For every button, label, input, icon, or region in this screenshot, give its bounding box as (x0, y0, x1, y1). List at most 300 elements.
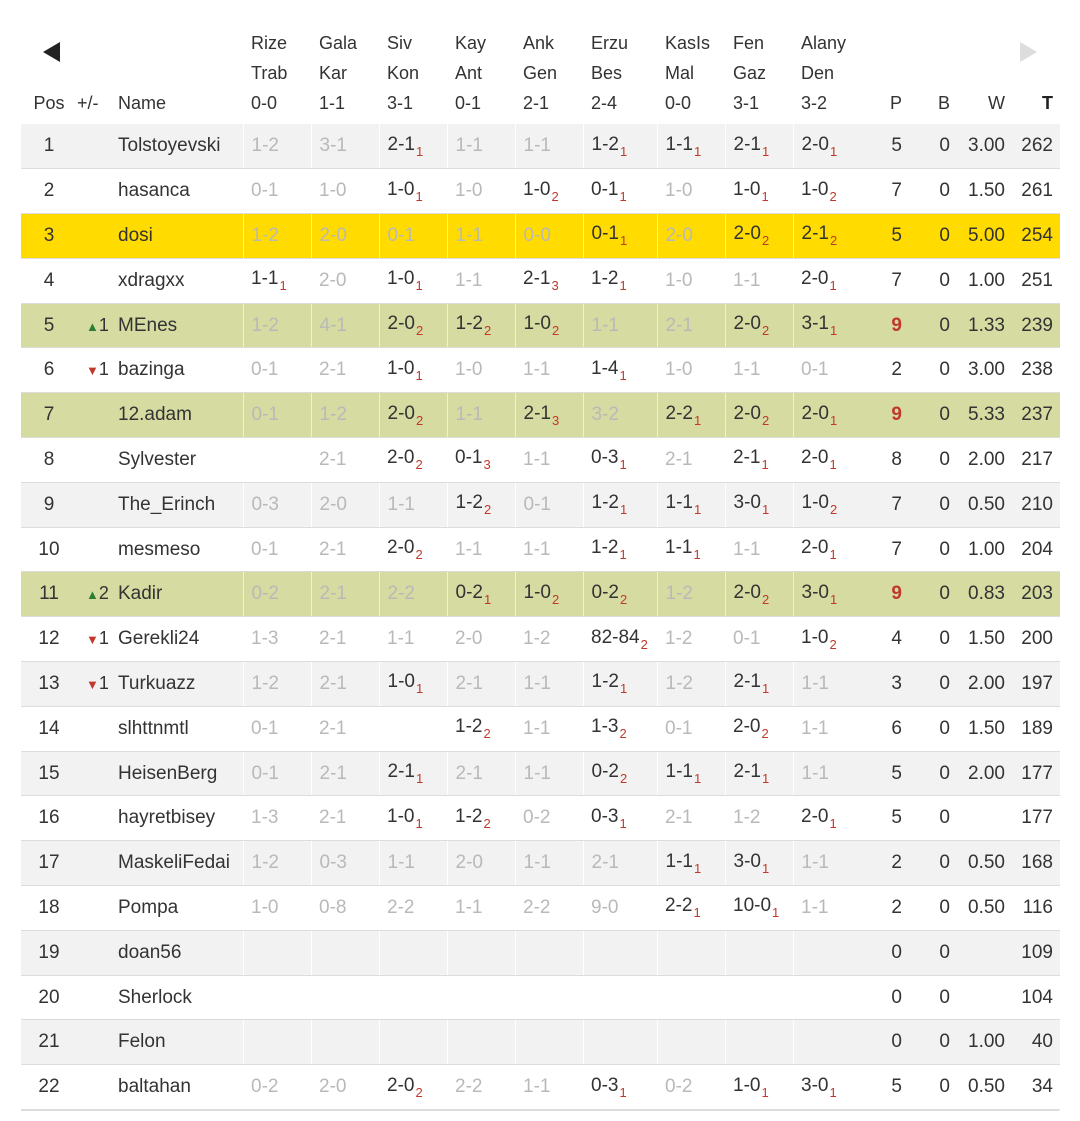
prediction-cell[interactable] (725, 527, 793, 572)
prediction-cell[interactable] (379, 572, 447, 617)
header-match-6[interactable]: Erzu Bes 2-4 (591, 33, 629, 113)
prediction-cell[interactable] (447, 1065, 515, 1110)
prediction-cell[interactable] (583, 124, 657, 169)
table-row[interactable] (21, 527, 1060, 572)
prediction-cell[interactable] (379, 975, 447, 1020)
header-match-1[interactable]: Rize Trab 0-0 (251, 33, 288, 113)
prediction-cell[interactable] (379, 169, 447, 214)
prediction-score: 1-2 (591, 671, 619, 693)
prediction-score: 1-0 (801, 492, 829, 514)
prediction-cell[interactable] (725, 124, 793, 169)
row-player-name[interactable]: xdragxx (118, 258, 243, 303)
prediction-cell[interactable] (583, 975, 657, 1020)
prediction-cell[interactable] (379, 930, 447, 975)
prediction-cell[interactable] (243, 751, 311, 796)
prediction-cell[interactable] (583, 930, 657, 975)
row-player-name[interactable]: MaskeliFedai (118, 841, 243, 886)
header-match-4[interactable]: Kay Ant 0-1 (455, 33, 487, 113)
prediction-cell[interactable] (447, 572, 515, 617)
prediction-cell[interactable] (311, 482, 379, 527)
prediction-cell[interactable] (447, 841, 515, 886)
row-t: 40 (1012, 1020, 1060, 1065)
prediction-cell[interactable] (447, 527, 515, 572)
prediction-cell[interactable] (515, 124, 583, 169)
row-player-name[interactable]: mesmeso (118, 527, 243, 572)
prediction-cell[interactable] (793, 438, 869, 483)
prediction-cell[interactable] (657, 482, 725, 527)
prediction-cell[interactable] (725, 214, 793, 259)
prediction-cell[interactable] (515, 1020, 583, 1065)
rank-change-value: 1 (98, 314, 109, 335)
prediction-score: 2-1 (319, 628, 347, 650)
table-row[interactable] (21, 303, 1060, 348)
prediction-score: 2-0 (801, 133, 829, 155)
prediction-cell[interactable] (793, 617, 869, 662)
row-player-name[interactable]: Sylvester (118, 438, 243, 483)
table-row[interactable] (21, 169, 1060, 214)
prediction-score: 1-2 (591, 537, 619, 559)
prediction-cell[interactable] (657, 1020, 725, 1065)
prediction-cell[interactable] (583, 886, 657, 931)
prediction-cell[interactable] (793, 751, 869, 796)
prediction-cell[interactable] (583, 393, 657, 438)
row-player-name[interactable]: MEnes (118, 303, 243, 348)
prediction-cell[interactable] (447, 303, 515, 348)
row-change (77, 1065, 118, 1110)
prediction-cell[interactable] (657, 258, 725, 303)
row-w (957, 975, 1012, 1020)
prediction-cell[interactable] (583, 841, 657, 886)
prediction-cell[interactable] (583, 706, 657, 751)
prediction-cell[interactable] (243, 214, 311, 259)
row-change (77, 886, 118, 931)
prediction-cell[interactable] (793, 886, 869, 931)
header-match-3[interactable]: Siv Kon 3-1 (387, 33, 420, 113)
prediction-cell[interactable] (311, 886, 379, 931)
prediction-cell[interactable] (447, 706, 515, 751)
prediction-cell[interactable] (515, 1065, 583, 1110)
prediction-cell[interactable] (243, 169, 311, 214)
prediction-cell[interactable] (725, 662, 793, 707)
prediction-cell[interactable] (583, 527, 657, 572)
prediction-cell[interactable] (311, 662, 379, 707)
prediction-cell[interactable] (447, 617, 515, 662)
prediction-points: 2 (829, 233, 838, 249)
row-b: 0 (909, 1065, 957, 1110)
table-row[interactable] (21, 214, 1060, 259)
header-w[interactable]: W (988, 93, 1005, 113)
prediction-cell[interactable] (311, 1020, 379, 1065)
table-row[interactable] (21, 1020, 1060, 1065)
table-row[interactable] (21, 482, 1060, 527)
row-player-name[interactable]: HeisenBerg (118, 751, 243, 796)
prediction-cell[interactable] (515, 572, 583, 617)
header-match-2[interactable]: Gala Kar 1-1 (319, 33, 358, 113)
prediction-cell[interactable] (793, 841, 869, 886)
prediction-cell[interactable] (515, 886, 583, 931)
prediction-points: 1 (415, 681, 424, 697)
row-change (77, 393, 118, 438)
prediction-cell[interactable] (243, 706, 311, 751)
prediction-cell[interactable] (657, 751, 725, 796)
prediction-cell[interactable] (583, 1020, 657, 1065)
prediction-cell[interactable] (793, 258, 869, 303)
prediction-cell[interactable] (447, 886, 515, 931)
prediction-cell[interactable] (793, 482, 869, 527)
prediction-cell[interactable] (583, 258, 657, 303)
prediction-cell[interactable] (583, 303, 657, 348)
table-row[interactable] (21, 1065, 1060, 1110)
prediction-cell[interactable] (583, 214, 657, 259)
prediction-cell[interactable] (379, 1020, 447, 1065)
prediction-cell[interactable] (657, 214, 725, 259)
prediction-cell[interactable] (657, 796, 725, 841)
prediction-cell[interactable] (447, 796, 515, 841)
prediction-cell[interactable] (447, 169, 515, 214)
prediction-cell[interactable] (311, 124, 379, 169)
row-player-name[interactable]: Sherlock (118, 975, 243, 1020)
prediction-cell[interactable] (657, 438, 725, 483)
prediction-cell[interactable] (311, 751, 379, 796)
prediction-cell[interactable] (311, 706, 379, 751)
prediction-cell[interactable] (725, 886, 793, 931)
prediction-cell[interactable] (311, 214, 379, 259)
prediction-points: 1 (693, 502, 702, 518)
prediction-cell[interactable] (793, 1065, 869, 1110)
prediction-score: 1-0 (523, 313, 551, 335)
prediction-cell[interactable] (725, 796, 793, 841)
prediction-cell[interactable] (725, 706, 793, 751)
prediction-cell[interactable] (243, 348, 311, 393)
table-row[interactable] (21, 975, 1060, 1020)
prediction-cell[interactable] (725, 572, 793, 617)
prediction-score: 0-2 (591, 581, 619, 603)
prediction-cell[interactable] (793, 706, 869, 751)
table-row[interactable] (21, 438, 1060, 483)
prediction-cell[interactable] (657, 393, 725, 438)
prediction-cell[interactable] (311, 617, 379, 662)
header-b[interactable]: B (937, 93, 950, 113)
prediction-cell[interactable] (243, 662, 311, 707)
prediction-cell[interactable] (657, 348, 725, 393)
header-p[interactable]: P (889, 93, 902, 113)
prediction-cell[interactable] (515, 662, 583, 707)
prediction-cell[interactable] (243, 930, 311, 975)
prediction-cell[interactable] (447, 975, 515, 1020)
prediction-cell[interactable] (725, 169, 793, 214)
row-player-name[interactable]: Gerekli24 (118, 617, 243, 662)
prediction-cell[interactable] (243, 1065, 311, 1110)
prediction-cell[interactable] (657, 886, 725, 931)
prediction-cell[interactable] (447, 1020, 515, 1065)
prediction-cell[interactable] (243, 124, 311, 169)
prediction-cell[interactable] (311, 438, 379, 483)
header-name[interactable]: Name (118, 93, 167, 113)
prediction-cell[interactable] (725, 482, 793, 527)
row-player-name[interactable]: dosi (118, 214, 243, 259)
prediction-cell[interactable] (725, 930, 793, 975)
prediction-cell[interactable] (447, 438, 515, 483)
prediction-score: 0-1 (665, 717, 693, 739)
prediction-cell[interactable] (657, 930, 725, 975)
prediction-cell[interactable] (515, 841, 583, 886)
table-row[interactable] (21, 572, 1060, 617)
prediction-score: 9-0 (591, 896, 619, 918)
prediction-cell[interactable] (583, 617, 657, 662)
prediction-score: 1-0 (801, 178, 829, 200)
prediction-cell[interactable] (725, 1065, 793, 1110)
prediction-cell[interactable] (515, 617, 583, 662)
prediction-cell[interactable] (657, 303, 725, 348)
row-player-name[interactable]: Pompa (118, 886, 243, 931)
row-player-name[interactable]: hayretbisey (118, 796, 243, 841)
prediction-score: 1-3 (251, 807, 279, 829)
prediction-cell[interactable] (243, 841, 311, 886)
prediction-cell[interactable] (311, 1065, 379, 1110)
prediction-cell[interactable] (243, 527, 311, 572)
prediction-cell[interactable] (379, 706, 447, 751)
prediction-cell[interactable] (515, 169, 583, 214)
prediction-cell[interactable] (657, 706, 725, 751)
prediction-cell[interactable] (583, 438, 657, 483)
prediction-score: 1-0 (387, 671, 415, 693)
row-player-name[interactable]: Tolstoyevski (118, 124, 243, 169)
row-player-name[interactable]: The_Erinch (118, 482, 243, 527)
prediction-cell[interactable] (725, 751, 793, 796)
prediction-cell[interactable] (793, 796, 869, 841)
row-change (77, 975, 118, 1020)
row-player-name[interactable]: 12.adam (118, 393, 243, 438)
prediction-cell[interactable] (515, 975, 583, 1020)
prediction-cell[interactable] (243, 886, 311, 931)
prediction-cell[interactable] (243, 258, 311, 303)
prediction-cell[interactable] (447, 124, 515, 169)
prediction-cell[interactable] (515, 706, 583, 751)
prediction-cell[interactable] (447, 930, 515, 975)
prediction-cell[interactable] (379, 393, 447, 438)
prediction-cell[interactable] (311, 572, 379, 617)
prediction-score: 2-0 (387, 537, 415, 559)
row-change (77, 124, 118, 169)
row-player-name[interactable]: Turkuazz (118, 662, 243, 707)
prediction-score: 1-1 (387, 852, 415, 874)
prediction-cell[interactable] (447, 662, 515, 707)
table-row[interactable] (21, 258, 1060, 303)
prediction-cell[interactable] (515, 214, 583, 259)
header-change[interactable]: +/- (77, 93, 99, 113)
prediction-cell[interactable] (311, 796, 379, 841)
row-change (77, 527, 118, 572)
prediction-cell[interactable] (311, 348, 379, 393)
row-player-name[interactable]: Kadir (118, 572, 243, 617)
prediction-score: 2-1 (665, 807, 693, 829)
table-row[interactable] (21, 930, 1060, 975)
prediction-cell[interactable] (447, 751, 515, 796)
prediction-cell[interactable] (515, 258, 583, 303)
prediction-cell[interactable] (515, 348, 583, 393)
table-row[interactable] (21, 706, 1060, 751)
prediction-cell[interactable] (657, 1065, 725, 1110)
table-row[interactable] (21, 617, 1060, 662)
prediction-cell[interactable] (515, 438, 583, 483)
prediction-cell[interactable] (379, 303, 447, 348)
prediction-cell[interactable] (447, 393, 515, 438)
prediction-cell[interactable] (657, 662, 725, 707)
prediction-score: 1-1 (387, 493, 415, 515)
prediction-cell[interactable] (447, 258, 515, 303)
table-row[interactable] (21, 124, 1060, 169)
prediction-cell[interactable] (311, 841, 379, 886)
prediction-cell[interactable] (379, 124, 447, 169)
prediction-cell[interactable] (515, 303, 583, 348)
prediction-cell[interactable] (725, 393, 793, 438)
prediction-cell[interactable] (657, 617, 725, 662)
prediction-cell[interactable] (657, 124, 725, 169)
prediction-cell[interactable] (379, 1065, 447, 1110)
row-player-name[interactable]: slhttnmtl (118, 706, 243, 751)
prediction-score: 1-2 (523, 628, 551, 650)
prediction-cell[interactable] (725, 1020, 793, 1065)
prediction-cell[interactable] (243, 393, 311, 438)
header-match-9[interactable]: Alany Den 3-2 (801, 33, 847, 113)
prediction-cell[interactable] (311, 975, 379, 1020)
prediction-cell[interactable] (379, 617, 447, 662)
prediction-cell[interactable] (311, 169, 379, 214)
header-match-7[interactable]: KasIs Mal 0-0 (665, 33, 711, 113)
prediction-cell[interactable] (725, 258, 793, 303)
row-player-name[interactable]: Felon (118, 1020, 243, 1065)
prediction-cell[interactable] (311, 393, 379, 438)
prediction-cell[interactable] (243, 796, 311, 841)
header-match-8[interactable]: Fen Gaz 3-1 (733, 33, 767, 113)
prediction-points: 1 (829, 143, 838, 159)
prediction-cell[interactable] (311, 527, 379, 572)
header-t[interactable]: T (1042, 93, 1053, 113)
prediction-cell[interactable] (657, 841, 725, 886)
prediction-cell[interactable] (583, 572, 657, 617)
prediction-cell[interactable] (583, 796, 657, 841)
prediction-cell[interactable] (243, 303, 311, 348)
table-row[interactable] (21, 348, 1060, 393)
table-row[interactable] (21, 841, 1060, 886)
table-row[interactable] (21, 393, 1060, 438)
prediction-cell[interactable] (311, 930, 379, 975)
prediction-cell[interactable] (311, 258, 379, 303)
prediction-cell[interactable] (793, 1020, 869, 1065)
prediction-cell[interactable] (793, 393, 869, 438)
prediction-cell[interactable] (243, 482, 311, 527)
prediction-cell[interactable] (515, 482, 583, 527)
prediction-cell[interactable] (725, 438, 793, 483)
prediction-cell[interactable] (725, 303, 793, 348)
prediction-cell[interactable] (793, 975, 869, 1020)
prediction-cell[interactable] (243, 572, 311, 617)
prediction-cell[interactable] (583, 662, 657, 707)
prediction-score: 3-2 (591, 404, 619, 426)
prediction-cell[interactable] (793, 348, 869, 393)
prediction-cell[interactable] (583, 169, 657, 214)
prediction-cell[interactable] (725, 348, 793, 393)
table-row[interactable] (21, 662, 1060, 707)
prediction-cell[interactable] (379, 438, 447, 483)
prediction-score: 2-1 (319, 762, 347, 784)
row-b: 0 (909, 438, 957, 483)
prediction-cell[interactable] (515, 751, 583, 796)
prediction-cell[interactable] (793, 930, 869, 975)
prediction-cell[interactable] (725, 617, 793, 662)
row-player-name[interactable]: doan56 (118, 930, 243, 975)
prediction-cell[interactable] (379, 214, 447, 259)
prediction-score: 3-0 (801, 1074, 829, 1096)
prediction-cell[interactable] (583, 482, 657, 527)
table-row[interactable] (21, 751, 1060, 796)
prediction-cell[interactable] (379, 751, 447, 796)
prediction-cell[interactable] (657, 527, 725, 572)
prediction-cell[interactable] (243, 1020, 311, 1065)
prediction-cell[interactable] (793, 662, 869, 707)
prediction-cell[interactable] (793, 303, 869, 348)
prediction-cell[interactable] (793, 527, 869, 572)
prediction-cell[interactable] (379, 348, 447, 393)
prediction-cell[interactable] (583, 751, 657, 796)
prediction-cell[interactable] (379, 258, 447, 303)
row-player-name[interactable]: bazinga (118, 348, 243, 393)
prediction-cell[interactable] (725, 975, 793, 1020)
prediction-cell[interactable] (311, 303, 379, 348)
prediction-cell[interactable] (793, 169, 869, 214)
prediction-cell[interactable] (447, 348, 515, 393)
prediction-cell[interactable] (793, 124, 869, 169)
row-position: 18 (21, 886, 77, 931)
prediction-cell[interactable] (379, 527, 447, 572)
prediction-cell[interactable] (379, 662, 447, 707)
header-match-5[interactable]: Ank Gen 2-1 (523, 33, 558, 113)
row-player-name[interactable]: hasanca (118, 169, 243, 214)
row-w: 1.50 (957, 706, 1012, 751)
prediction-cell[interactable] (515, 527, 583, 572)
prediction-cell[interactable] (725, 841, 793, 886)
prediction-cell[interactable] (379, 796, 447, 841)
row-t: 210 (1012, 482, 1060, 527)
prediction-cell[interactable] (515, 796, 583, 841)
row-player-name[interactable]: baltahan (118, 1065, 243, 1110)
prediction-cell[interactable] (379, 886, 447, 931)
prediction-cell[interactable] (583, 348, 657, 393)
prediction-cell[interactable] (515, 930, 583, 975)
prediction-cell[interactable] (657, 975, 725, 1020)
header-pos[interactable]: Pos (33, 93, 65, 113)
prediction-cell[interactable] (657, 169, 725, 214)
table-row[interactable] (21, 886, 1060, 931)
prediction-cell[interactable] (583, 1065, 657, 1110)
prediction-cell[interactable] (379, 482, 447, 527)
table-row[interactable] (21, 796, 1060, 841)
prediction-cell[interactable] (447, 214, 515, 259)
prediction-score: 1-2 (665, 628, 693, 650)
prediction-cell[interactable] (243, 617, 311, 662)
prediction-cell[interactable] (243, 975, 311, 1020)
row-p: 2 (869, 841, 909, 886)
prediction-cell[interactable] (515, 393, 583, 438)
row-p: 2 (869, 886, 909, 931)
rank-change-value: 1 (98, 628, 109, 649)
prediction-cell[interactable] (657, 572, 725, 617)
prediction-cell[interactable] (447, 482, 515, 527)
prediction-cell[interactable] (243, 438, 311, 483)
prediction-cell[interactable] (793, 572, 869, 617)
prediction-cell[interactable] (793, 214, 869, 259)
prediction-cell[interactable] (379, 841, 447, 886)
